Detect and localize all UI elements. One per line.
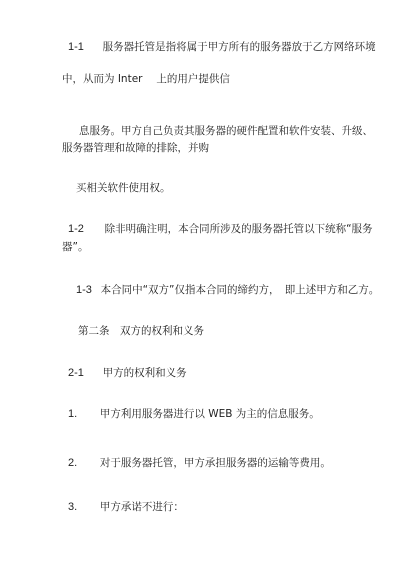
para-text: 买相关软件使用权。	[76, 182, 171, 194]
list-text: 对于服务器托管，甲方承担服务器的运输等费用。	[99, 457, 331, 469]
para-text: 服务器托管是指将属于甲方所有的服务器放于乙方网络环境	[102, 41, 376, 53]
section-number: 1-1	[68, 41, 84, 53]
para-1-line-3	[79, 124, 373, 138]
subsection-text: 甲方的权利和义务	[102, 367, 187, 379]
para-text: 服务器管理和故障的排除，并购	[62, 142, 209, 154]
para-text: 中，从而为 Inter 上的用户提供信	[62, 73, 230, 85]
para-text: 本合同中“双方”仅指本合同的缔约方， 即上述甲方和乙方。	[100, 284, 380, 296]
para-1-line-5	[76, 181, 171, 195]
para-1-line-2	[62, 72, 230, 86]
para-1-line-4	[62, 141, 209, 155]
list-number: 3.	[68, 501, 78, 513]
heading-text: 第二条 双方的权利和义务	[78, 325, 204, 337]
para-3-line-1	[76, 283, 379, 297]
para-text: 息服务。甲方自己负责其服务器的硬件配置和软件安装、升级、	[79, 125, 373, 137]
para-1-line-1	[68, 40, 376, 54]
list-number: 1.	[68, 408, 78, 420]
section-number: 1-2	[68, 223, 84, 235]
para-2-line-1	[68, 222, 373, 236]
para-text: 除非明确注明，本合同所涉及的服务器托管以下统称“服务	[104, 223, 373, 235]
list-item	[68, 407, 320, 421]
subsection-heading	[68, 366, 187, 380]
list-number: 2.	[68, 457, 78, 469]
list-item	[68, 456, 331, 470]
list-text: 甲方利用服务器进行以 WEB 为主的信息服务。	[99, 408, 320, 420]
list-item	[68, 500, 184, 514]
section-number: 2-1	[68, 367, 84, 379]
para-text: 器”。	[62, 241, 89, 253]
list-text: 甲方承诺不进行：	[99, 501, 184, 513]
section-heading	[78, 324, 204, 338]
para-2-line-2	[62, 240, 88, 254]
section-number: 1-3	[76, 284, 92, 296]
